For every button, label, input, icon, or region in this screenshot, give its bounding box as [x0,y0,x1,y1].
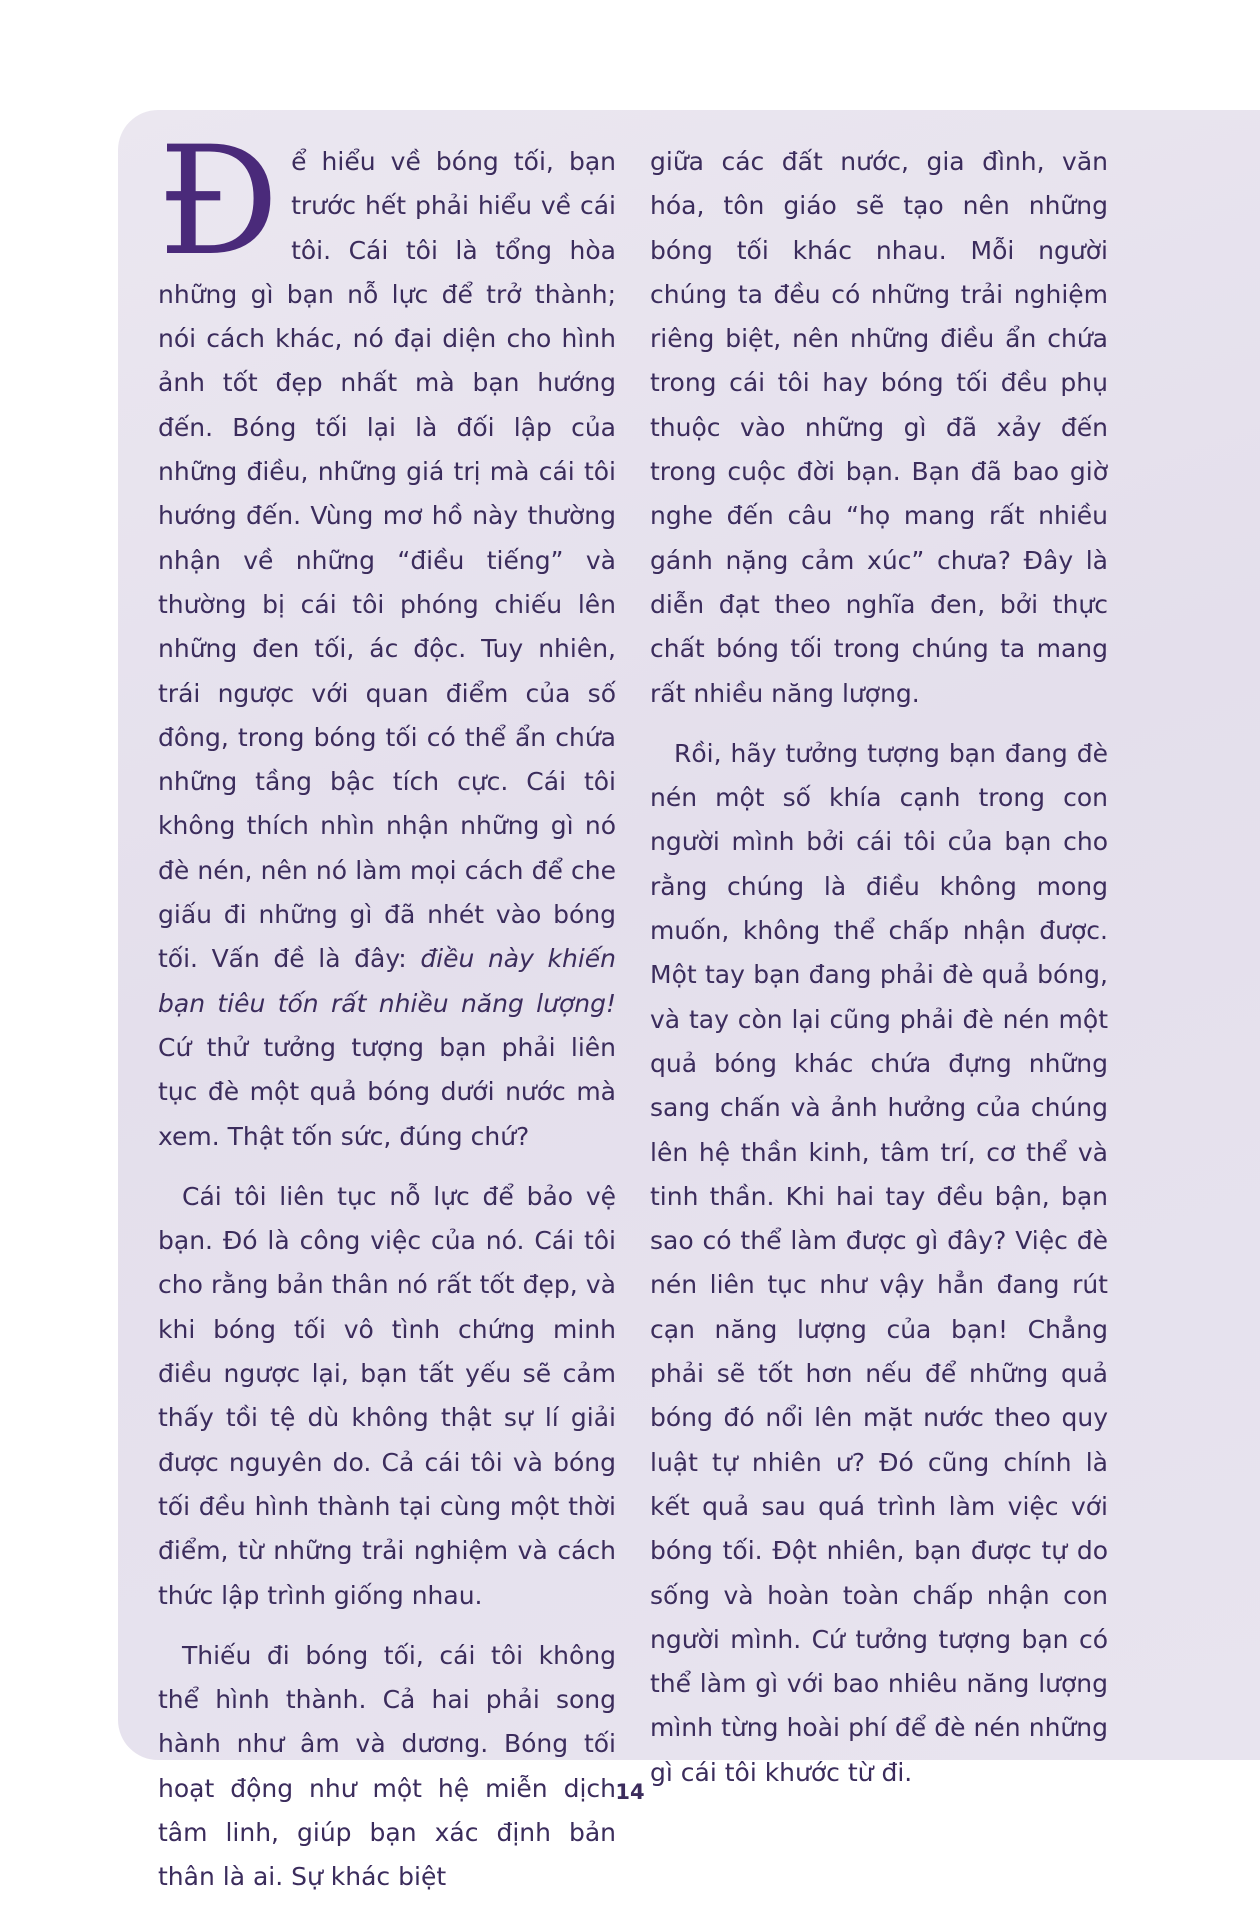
page-number: 14 [615,1780,645,1804]
paragraph-2: Cái tôi liên tục nỗ lực để bảo vệ bạn. Đó là công việc của nó. Cái tôi cho rằng bản thân nó rất tốt đẹp, và khi bóng tối vô tình chứng minh điều ngược lại, bạn tất yếu sẽ cảm thấy tồi tệ dù không thật sự lí giải được nguyên do. Cả cái tôi và bóng tối đều hình thành tại cùng một thời điểm, từ những trải nghiệm và cách thức lập trình giống nhau. [158,1181,616,1610]
left-text-column [158,115,616,1900]
paragraph-4: giữa các đất nước, gia đình, văn hóa, tôn giáo sẽ tạo nên những bóng tối khác nhau. Mỗi người chúng ta đều có những trải nghiệm riêng biệt, nên những điều ẩn chứa trong cái tôi hay bóng tối đều phụ thuộc vào những gì đã xảy đến trong cuộc đời bạn. Bạn đã bao giờ nghe đến câu “họ mang rất nhiều gánh nặng cảm xúc” chưa? Đây là diễn đạt theo nghĩa đen, bởi thực chất bóng tối trong chúng ta mang rất nhiều năng lượng. [650,147,1108,708]
paragraph-1-emphasis: điều này khiến bạn tiêu tốn rất nhiều năng lượng! [158,944,616,1018]
paragraph-1-text: ể hiểu về bóng tối, bạn trước hết phải hiểu về cái tôi. Cái tôi là tổng hòa những gì bạn nỗ lực để trở thành; nói cách khác, nó đại diện cho hình ảnh tốt đẹp nhất mà bạn hướng đến. Bóng tối lại là đối lập của những điều, những giá trị mà cái tôi hướng đến. Vùng mơ hồ này thường nhận về những “điều tiếng” và thường bị cái tôi phóng chiếu lên những đen tối, ác độc. Tuy nhiên, trái ngược với quan điểm của số đông, trong bóng tối có thể ẩn chứa những tầng bậc tích cực. Cái tôi không thích nhìn nhận những gì nó đè nén, nên nó làm mọi cách để che giấu đi những gì đã nhét vào bóng tối. Vấn đề là đây: [158,147,616,974]
drop-cap: Đ [158,115,280,289]
paragraph-1 [158,115,616,1159]
paragraph-1-end: Cứ thử tưởng tượng bạn phải liên tục đè một quả bóng dưới nước mà xem. Thật tốn sức, đúng chứ? [158,1032,616,1151]
paragraph-5: Rồi, hãy tưởng tượng bạn đang đè nén một số khía cạnh trong con người mình bởi cái tôi của bạn cho rằng chúng là điều không mong muốn, không thể chấp nhận được. Một tay bạn đang phải đè quả bóng, và tay còn lại cũng phải đè nén một quả bóng khác chứa đựng những sang chấn và ảnh hưởng của chúng lên hệ thần kinh, tâm trí, cơ thể và tinh thần. Khi hai tay đều bận, bạn sao có thể làm được gì đây? Việc đè nén liên tục như vậy hẳn đang rút cạn năng lượng của bạn! Chẳng phải sẽ tốt hơn nếu để những quả bóng đó nổi lên mặt nước theo quy luật tự nhiên ư? Đó cũng chính là kết quả sau quá trình làm việc với bóng tối. Đột nhiên, bạn được tự do sống và hoàn toàn chấp nhận con người mình. Cứ tưởng tượng bạn có thể làm gì với bao nhiêu năng lượng mình từng hoài phí để đè nén những gì cái tôi khước từ đi. [650,738,1108,1787]
right-text-column [650,140,1108,1795]
paragraph-3: Thiếu đi bóng tối, cái tôi không thể hình thành. Cả hai phải song hành như âm và dương. Bóng tối hoạt động như một hệ miễn dịch tâm linh, giúp bạn xác định bản thân là ai. Sự khác biệt [158,1640,616,1892]
